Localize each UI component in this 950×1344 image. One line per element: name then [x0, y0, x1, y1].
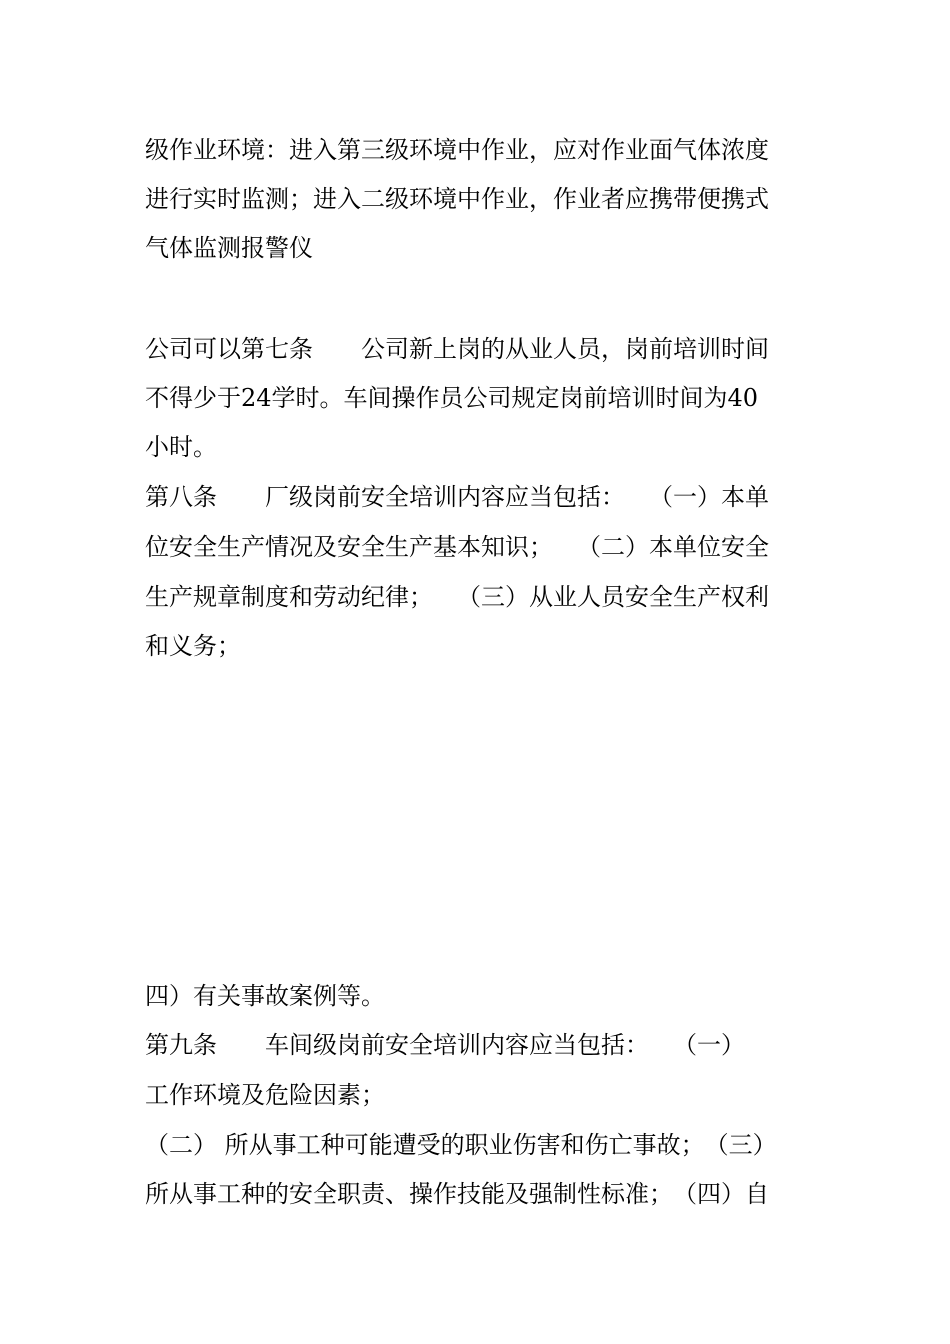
text-line: 生产规章制度和劳动纪律； （三）从业人员安全生产权利	[145, 583, 769, 611]
text-line: 位安全生产情况及安全生产基本知识； （二）本单位安全	[145, 533, 769, 561]
text-line: 级作业环境：进入第三级环境中作业，应对作业面气体浓度	[145, 136, 769, 164]
text-line: 公司可以第七条 公司新上岗的从业人员，岗前培训时间	[145, 335, 769, 363]
text-line: 第九条 车间级岗前安全培训内容应当包括： （一）	[145, 1031, 745, 1059]
text-line: 气体监测报警仪	[145, 234, 313, 262]
text-line: 和义务；	[145, 632, 241, 660]
text-line: 所从事工种的安全职责、操作技能及强制性标准； （四）自	[145, 1180, 769, 1208]
text-line: （二） 所从事工种可能遭受的职业伤害和伤亡事故； （三）	[145, 1131, 777, 1159]
text-line: 第八条 厂级岗前安全培训内容应当包括： （一）本单	[145, 483, 769, 511]
text-line: 四）有关事故案例等。	[145, 982, 385, 1010]
text-line: 工作环境及危险因素；	[145, 1081, 385, 1109]
text-line: 小时。	[145, 433, 217, 461]
text-line: 进行实时监测；进入二级环境中作业，作业者应携带便携式	[145, 185, 769, 213]
text-line: 不得少于24学时。车间操作员公司规定岗前培训时间为40	[145, 384, 759, 412]
